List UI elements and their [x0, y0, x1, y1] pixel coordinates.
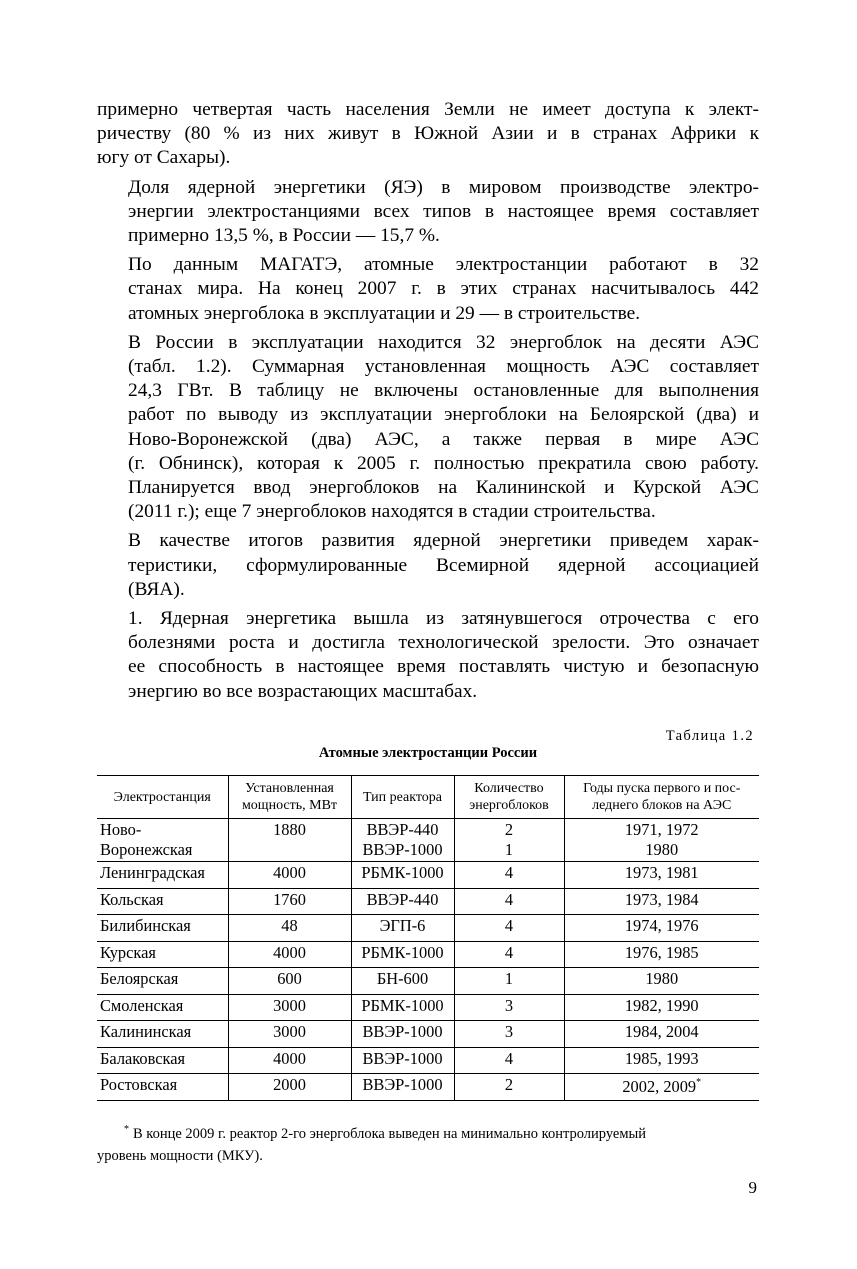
table-cell-years: 1971, 1972 1980	[564, 819, 759, 862]
table-cell-type: ВВЭР-440 ВВЭР-1000	[351, 819, 454, 862]
table-row	[97, 968, 759, 995]
table-row	[97, 819, 759, 862]
footnote-mark: *	[696, 1076, 702, 1088]
table-title: Атомные электростанции России	[318, 745, 538, 761]
text-line: примерно 13,5 %, в России — 15,7 %.	[128, 225, 440, 247]
table-cell-power: 4000	[228, 1047, 351, 1074]
table-cell-power: 3000	[228, 994, 351, 1021]
text-line: Ново-Воронежской (два) АЭС, а также первая в мире АЭС	[128, 428, 759, 450]
table-header-row	[97, 776, 759, 819]
table-cell-years: 1982, 1990	[564, 994, 759, 1021]
paragraph	[97, 529, 759, 602]
table-cell-units: 4	[454, 888, 564, 915]
text-line: Планируется ввод энергоблоков на Калининской и Курской АЭС	[128, 477, 759, 499]
table-cell-station: Ростовская	[97, 1074, 228, 1101]
text-line: примерно четвертая часть населения Земли не имеет доступа к элект-	[97, 99, 759, 120]
page-number: 9	[748, 1178, 757, 1197]
table-cell-years: 1985, 1993	[564, 1047, 759, 1074]
table-cell-power: 1760	[228, 888, 351, 915]
table-cell-years: 1976, 1985	[564, 941, 759, 968]
table-cell-station: Ленинградская	[97, 862, 228, 889]
text-line: работ по выводу из эксплуатации энергоблоки на Белоярской (два) и	[128, 404, 759, 426]
table-row	[97, 1021, 759, 1048]
table-cell-years: 1973, 1981	[564, 862, 759, 889]
text-line: болезнями роста и достигла технологической зрелости. Это означает	[128, 632, 759, 654]
text-line: ричеству (80 % из них живут в Южной Азии и в странах Африки к	[97, 123, 759, 145]
table-cell-years: 1974, 1976	[564, 915, 759, 942]
table-cell-power: 2000	[228, 1074, 351, 1101]
table-header-cell: Годы пуска первого и пос- леднего блоков на АЭС	[564, 776, 759, 819]
table-cell-power: 48	[228, 915, 351, 942]
table-cell-station: Смоленская	[97, 994, 228, 1021]
table-cell-type: ВВЭР-1000	[351, 1047, 454, 1074]
table-cell-years: 1973, 1984	[564, 888, 759, 915]
table-cell-station: Кольская	[97, 888, 228, 915]
table-cell-units: 4	[454, 1047, 564, 1074]
table-cell-type: ВВЭР-1000	[351, 1074, 454, 1101]
table-cell-units: 2 1	[454, 819, 564, 862]
paragraph	[97, 176, 759, 249]
table-cell-units: 4	[454, 915, 564, 942]
paragraph	[97, 253, 759, 326]
text-line: В России в эксплуатации находится 32 энергоблок на десяти АЭС	[128, 331, 759, 353]
table-cell-type: РБМК-1000	[351, 994, 454, 1021]
table-header-cell: Установленная мощность, МВт	[228, 776, 351, 819]
table-cell-power: 4000	[228, 941, 351, 968]
text-line: (ВЯА).	[128, 578, 185, 600]
table-cell-station: Курская	[97, 941, 228, 968]
table-cell-power: 3000	[228, 1021, 351, 1048]
table-cell-years: 1984, 2004	[564, 1021, 759, 1048]
table-cell-units: 3	[454, 994, 564, 1021]
text-line: (г. Обнинск), которая к 2005 г. полностью прекратила свою работу.	[128, 452, 759, 474]
text-line: югу от Сахары).	[97, 147, 231, 169]
text-line: теристики, сформулированные Всемирной ядерной ассоциацией	[128, 554, 759, 576]
table-cell-years: 1980	[564, 968, 759, 995]
table-row	[97, 888, 759, 915]
paragraph	[97, 98, 759, 171]
text-line: ее способность в настоящее время поставлять чистую и безопасную	[128, 656, 759, 678]
npp-table	[97, 775, 759, 1101]
table-cell-power: 4000	[228, 862, 351, 889]
text-line: энергию во все возрастающих масштабах.	[128, 680, 478, 702]
text-line: Доля ядерной энергетики (ЯЭ) в мировом производстве электро-	[128, 176, 759, 198]
table-row	[97, 1047, 759, 1074]
table-cell-units: 1	[454, 968, 564, 995]
text-line: атомных энергоблока в эксплуатации и 29 — в строительстве.	[128, 302, 641, 324]
table-cell-years: 2002, 2009*	[564, 1074, 759, 1101]
table-cell-power: 1880	[228, 819, 351, 862]
table-header-cell: Электростанция	[97, 776, 228, 819]
table-row	[97, 941, 759, 968]
table-cell-units: 2	[454, 1074, 564, 1101]
footnote	[97, 1124, 759, 1166]
table-cell-units: 4	[454, 941, 564, 968]
text-line: 1. Ядерная энергетика вышла из затянувшегося отрочества с его	[128, 608, 759, 630]
paragraph	[97, 607, 759, 704]
table-row	[97, 994, 759, 1021]
table-cell-station: Балаковская	[97, 1047, 228, 1074]
text-line: По данным МАГАТЭ, атомные электростанции работают в 32	[128, 254, 759, 276]
table-header-cell: Количество энергоблоков	[454, 776, 564, 819]
table-cell-type: ЭГП-6	[351, 915, 454, 942]
table-cell-station: Белоярская	[97, 968, 228, 995]
table-cell-type: РБМК-1000	[351, 941, 454, 968]
table-cell-type: ВВЭР-440	[351, 888, 454, 915]
table-cell-station: Ново- Воронежская	[97, 819, 228, 862]
table-body	[97, 819, 759, 1101]
table-row	[97, 862, 759, 889]
table-cell-units: 3	[454, 1021, 564, 1048]
footnote-line: В конце 2009 г. реактор 2-го энергоблока выведен на минимально контролируемый	[133, 1126, 647, 1142]
footnote-mark: *	[124, 1124, 129, 1135]
table-cell-power: 600	[228, 968, 351, 995]
body-text	[97, 98, 759, 709]
text-line: энергии электростанциями всех типов в настоящее время составляет	[128, 200, 759, 222]
table-cell-station: Калининская	[97, 1021, 228, 1048]
table-cell-type: ВВЭР-1000	[351, 1021, 454, 1048]
text-line: станах мира. На конец 2007 г. в этих странах насчитывалось 442	[128, 278, 759, 300]
table-number: Таблица 1.2	[665, 728, 754, 744]
table-cell-units: 4	[454, 862, 564, 889]
paragraph	[97, 331, 759, 525]
footnote-line: уровень мощности (МКУ).	[97, 1148, 263, 1164]
table-cell-station: Билибинская	[97, 915, 228, 942]
table-cell-type: РБМК-1000	[351, 862, 454, 889]
table-cell-type: БН-600	[351, 968, 454, 995]
text-line: (табл. 1.2). Суммарная установленная мощность АЭС составляет	[128, 356, 759, 378]
text-line: 24,3 ГВт. В таблицу не включены остановленные для выполнения	[128, 380, 759, 402]
text-line: (2011 г.); еще 7 энергоблоков находятся в стадии строительства.	[128, 501, 656, 523]
table-header-cell: Тип реактора	[351, 776, 454, 819]
table-row	[97, 1074, 759, 1101]
text-line: В качестве итогов развития ядерной энергетики приведем харак-	[128, 530, 759, 552]
table-row	[97, 915, 759, 942]
